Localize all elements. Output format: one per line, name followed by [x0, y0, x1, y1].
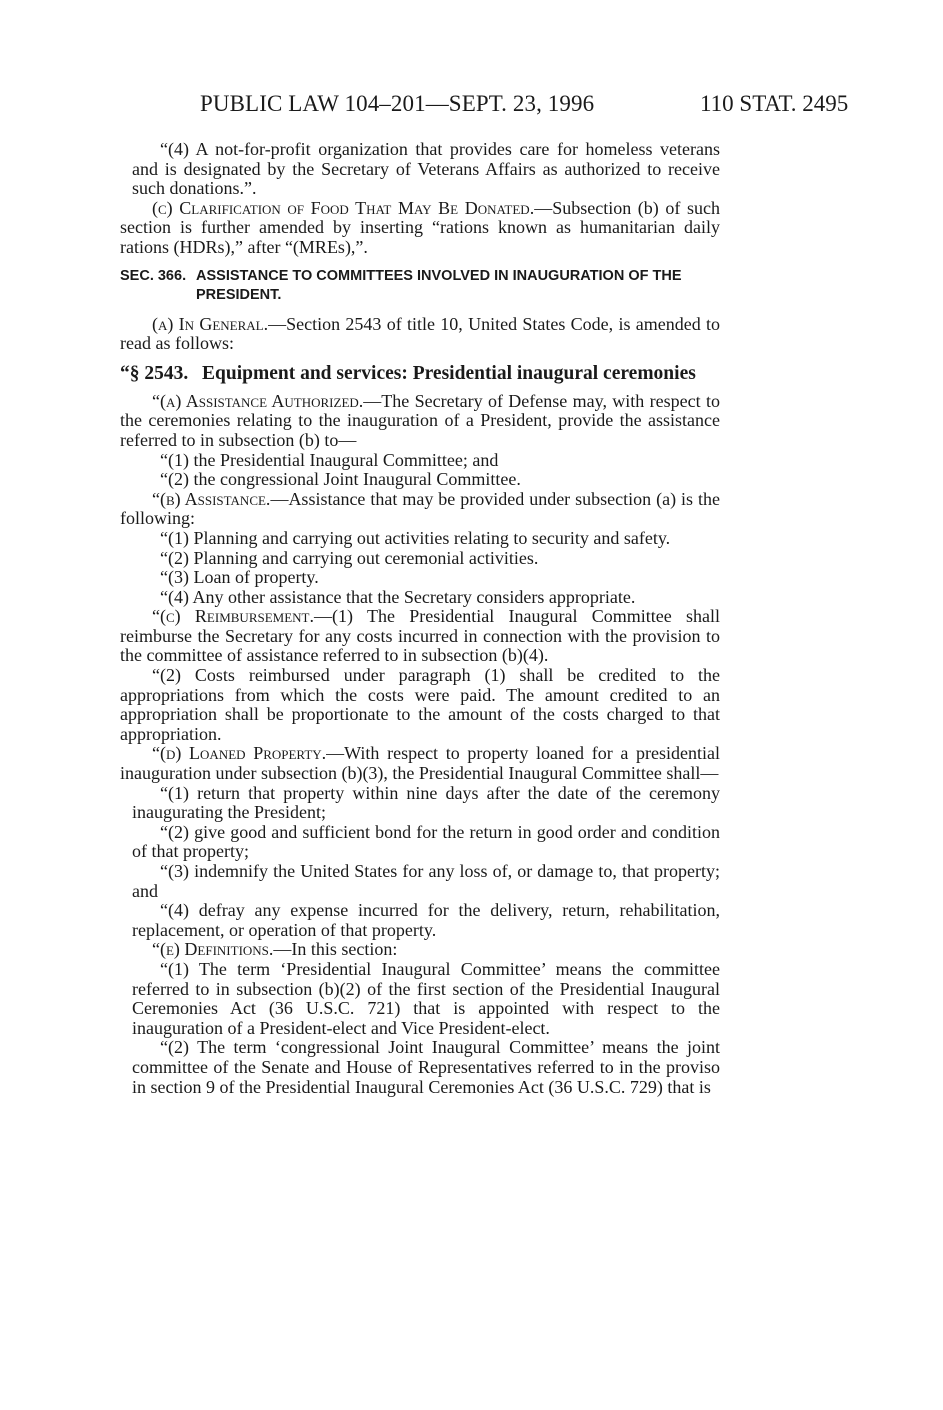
paragraph: “(4) defray any expense incurred for the delivery, return, rehabilitation, replacement, or operation of that property. — [132, 900, 720, 940]
paragraph: (a) In General.—Section 2543 of title 10, United States Code, is amended to read as follows: — [120, 313, 721, 354]
subsection-label: (c) Clarification of Food That May Be Donated. — [152, 197, 535, 218]
paragraph: “(4) A not-for-profit organization that provides care for homeless veterans and is designated by the Secretary of Veterans Affairs as authorized to receive such donations.”. — [132, 139, 720, 199]
paragraph: “(e) Definitions.—In this section: — [152, 939, 398, 960]
paragraph: “(3) Loan of property. — [160, 567, 319, 588]
paragraph: “(d) Loaned Property.—With respect to property loaned for a presidential inauguration under subsection (b)(3), the Presidential Inaugural Committee shall— — [120, 743, 720, 784]
paragraph: “(1) return that property within nine days after the date of the ceremony inaugurating the President; — [132, 782, 720, 823]
paragraph: “(3) indemnify the United States for any loss of, or damage to, that property; and — [132, 861, 720, 901]
paragraph: “(2) Costs reimbursed under paragraph (1) shall be credited to the appropriations from which the costs were paid. The amount credited to an appropriation shall be proportionate to the amount of the costs charged to that appropriation. — [120, 665, 720, 744]
paragraph: “(2) The term ‘congressional Joint Inaugural Committee’ means the joint committee of the Senate and House of Representatives referred to in the proviso in section 9 of the Presidential Inaugural Ceremonies Act (36 U.S.C. 729) that is — [132, 1037, 720, 1097]
running-header: PUBLIC LAW 104–201—SEPT. 23, 1996 — [200, 91, 595, 116]
paragraph: “(a) Assistance Authorized.—The Secretary of Defense may, with respect to the ceremonies relating to the inauguration of a President, provide the assistance referred to in subsection (b) to— — [120, 390, 720, 450]
statute-text — [120, 140, 720, 1097]
paragraph: “(2) the congressional Joint Inaugural Committee. — [160, 469, 521, 490]
paragraph: “(1) The term ‘Presidential Inaugural Committee’ means the committee referred to in subsection (b)(2) of the first section of the Presidential Inaugural Ceremonies Act (36 U.S.C. 721) that is appointed with respect to the inauguration of a President-elect and Vice President-elect. — [132, 958, 720, 1038]
paragraph: “(2) Planning and carrying out ceremonial activities. — [160, 547, 539, 568]
paragraph: “(2) give good and sufficient bond for the return in good order and condition of that property; — [132, 821, 720, 862]
section-heading: SEC. 366. ASSISTANCE TO COMMITTEES INVOLVED IN INAUGURATION OF THE PRESIDENT. — [120, 267, 682, 303]
paragraph: (c) Clarification of Food That May Be Donated.—Subsection (b) of such section is further amended by inserting “rations known as humanitarian daily rations (HDRs),” after “(MREs),”. — [120, 197, 720, 257]
page-citation: 110 STAT. 2495 — [700, 91, 849, 116]
paragraph: “(4) Any other assistance that the Secretary considers appropriate. — [160, 586, 636, 607]
paragraph: “(b) Assistance.—Assistance that may be provided under subsection (a) is the following: — [120, 488, 720, 529]
paragraph: “(1) Planning and carrying out activities relating to security and safety. — [160, 527, 671, 548]
code-section-heading: “§ 2543. Equipment and services: Presidential inaugural ceremonies — [120, 362, 696, 384]
paragraph: “(c) Reimbursement.—(1) The Presidential Inaugural Committee shall reimburse the Secretary for any costs incurred in connection with the provision to the committee of assistance referred to in subsection (b)(4). — [120, 606, 720, 666]
paragraph: “(1) the Presidential Inaugural Committee; and — [160, 449, 499, 470]
